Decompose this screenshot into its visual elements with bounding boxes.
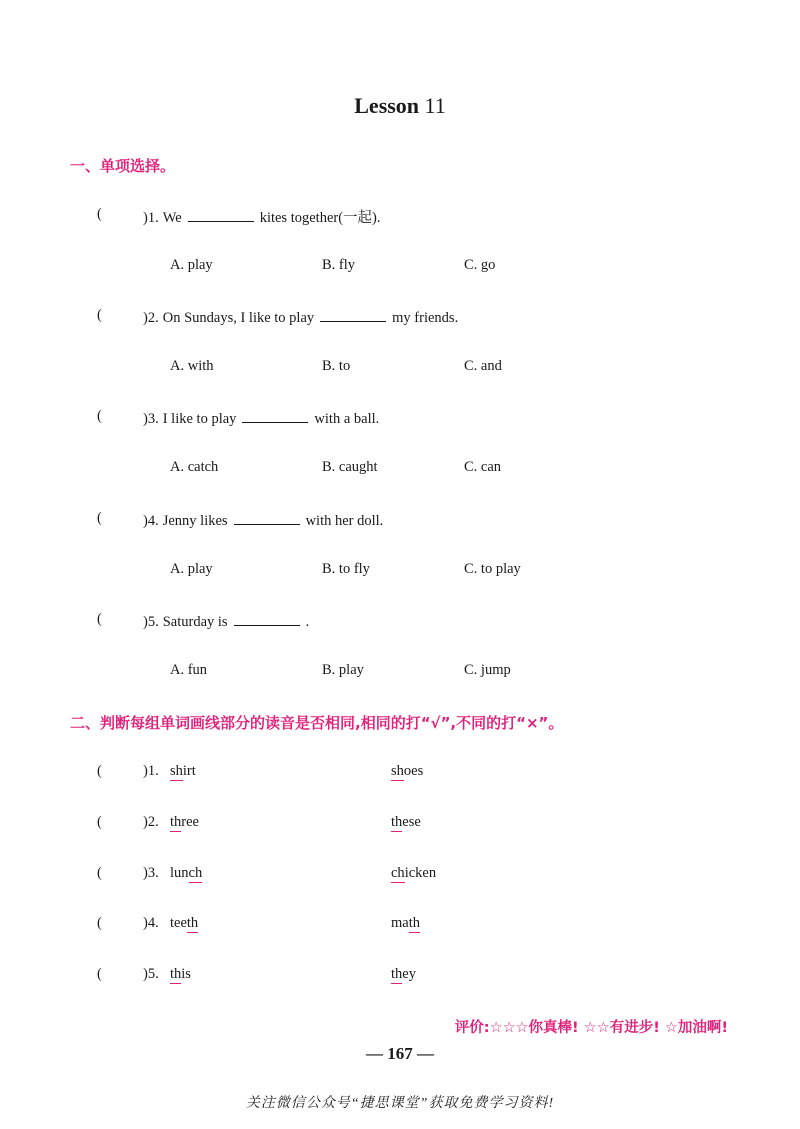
word-part: oes (403, 763, 424, 779)
page-title (0, 93, 800, 119)
question-text-before: I like to play (162, 411, 237, 427)
question-4 (143, 510, 383, 530)
answer-paren-open: ( (97, 307, 102, 323)
word-part: ree (181, 814, 199, 830)
underlined-letters: th (170, 966, 182, 982)
option-b: B. fly (322, 257, 356, 273)
word-left (170, 915, 198, 932)
answer-paren-open: ( (97, 915, 102, 931)
word-right (391, 865, 436, 882)
option-b: B. play (322, 662, 364, 678)
option-b: B. to (322, 358, 351, 374)
item-number: )4. (143, 915, 159, 931)
word-part: is (181, 966, 191, 982)
underlined-letters: th (391, 814, 403, 830)
question-2 (143, 307, 458, 327)
option-c: C. to play (464, 561, 521, 577)
word-part: icken (404, 865, 437, 881)
question-text-after: . (305, 614, 310, 630)
section1-heading: 一、单项选择。 (70, 157, 176, 175)
section2-heading: 二、判断每组单词画线部分的读音是否相同,相同的打“√”,不同的打“×”。 (70, 714, 564, 732)
question-text-before: Saturday is (162, 614, 228, 630)
answer-paren-open: ( (97, 966, 102, 982)
underlined-letters: th (391, 966, 403, 982)
option-a: A. catch (170, 459, 219, 475)
question-number: )1. (143, 210, 159, 226)
question-text-before: On Sundays, I like to play (162, 310, 315, 326)
underlined-letters: th (408, 915, 420, 931)
word-part: ey (402, 966, 416, 982)
word-left (170, 865, 202, 882)
underlined-letters: ch (188, 865, 203, 881)
answer-paren-open: ( (97, 611, 102, 627)
page-number: — 167 — (366, 1044, 434, 1063)
answer-blank[interactable] (234, 611, 300, 626)
word-left (170, 814, 199, 831)
option-c: C. jump (464, 662, 511, 678)
option-b: B. caught (322, 459, 378, 475)
answer-paren-open: ( (97, 408, 102, 424)
item-number: )1. (143, 763, 159, 779)
answer-blank[interactable] (234, 510, 300, 525)
word-part: ese (402, 814, 421, 830)
title-number: 11 (424, 93, 446, 118)
word-left (170, 966, 191, 983)
question-number: )3. (143, 411, 159, 427)
item-number: )2. (143, 814, 159, 830)
answer-blank[interactable] (320, 307, 386, 322)
word-part: ma (391, 915, 409, 931)
answer-paren-open: ( (97, 763, 102, 779)
answer-blank[interactable] (242, 408, 308, 423)
word-part: irt (182, 763, 196, 779)
question-text-before: Jenny likes (162, 513, 228, 529)
question-number: )4. (143, 513, 159, 529)
word-left (170, 763, 196, 780)
option-a: A. play (170, 257, 213, 273)
option-a: A. with (170, 358, 214, 374)
option-c: C. go (464, 257, 496, 273)
question-text-after: with her doll. (305, 513, 384, 529)
word-right (391, 915, 420, 932)
answer-paren-open: ( (97, 206, 102, 222)
underlined-letters: th (170, 814, 182, 830)
option-c: C. and (464, 358, 502, 374)
title-word: Lesson (354, 93, 420, 118)
underlined-letters: sh (391, 763, 404, 779)
option-b: B. to fly (322, 561, 370, 577)
answer-blank[interactable] (188, 207, 254, 222)
option-a: A. play (170, 561, 213, 577)
underlined-letters: th (186, 915, 199, 931)
evaluation-line: 评价:☆☆☆你真棒! ☆☆有进步! ☆加油啊! (454, 1020, 728, 1036)
question-text-before: We (162, 210, 182, 226)
option-c: C. can (464, 459, 502, 475)
footer-note: 关注微信公众号“捷思课堂”获取免费学习资料! (245, 1096, 555, 1111)
word-right (391, 814, 421, 831)
question-text-after: kites together(一起). (259, 210, 381, 226)
word-right (391, 966, 416, 983)
question-number: )2. (143, 310, 159, 326)
answer-paren-open: ( (97, 814, 102, 830)
question-text-after: with a ball. (314, 411, 380, 427)
option-a: A. fun (170, 662, 208, 678)
question-number: )5. (143, 614, 159, 630)
item-number: )3. (143, 865, 159, 881)
word-part: lun (170, 865, 189, 881)
underlined-letters: sh (170, 763, 183, 779)
question-text-after: my friends. (392, 310, 459, 326)
answer-paren-open: ( (97, 865, 102, 881)
word-right (391, 763, 423, 780)
answer-paren-open: ( (97, 510, 102, 526)
question-5 (143, 611, 309, 631)
item-number: )5. (143, 966, 159, 982)
word-part: tee (170, 915, 187, 931)
underlined-letters: ch (391, 865, 405, 881)
question-3 (143, 408, 379, 428)
question-1 (143, 206, 381, 227)
